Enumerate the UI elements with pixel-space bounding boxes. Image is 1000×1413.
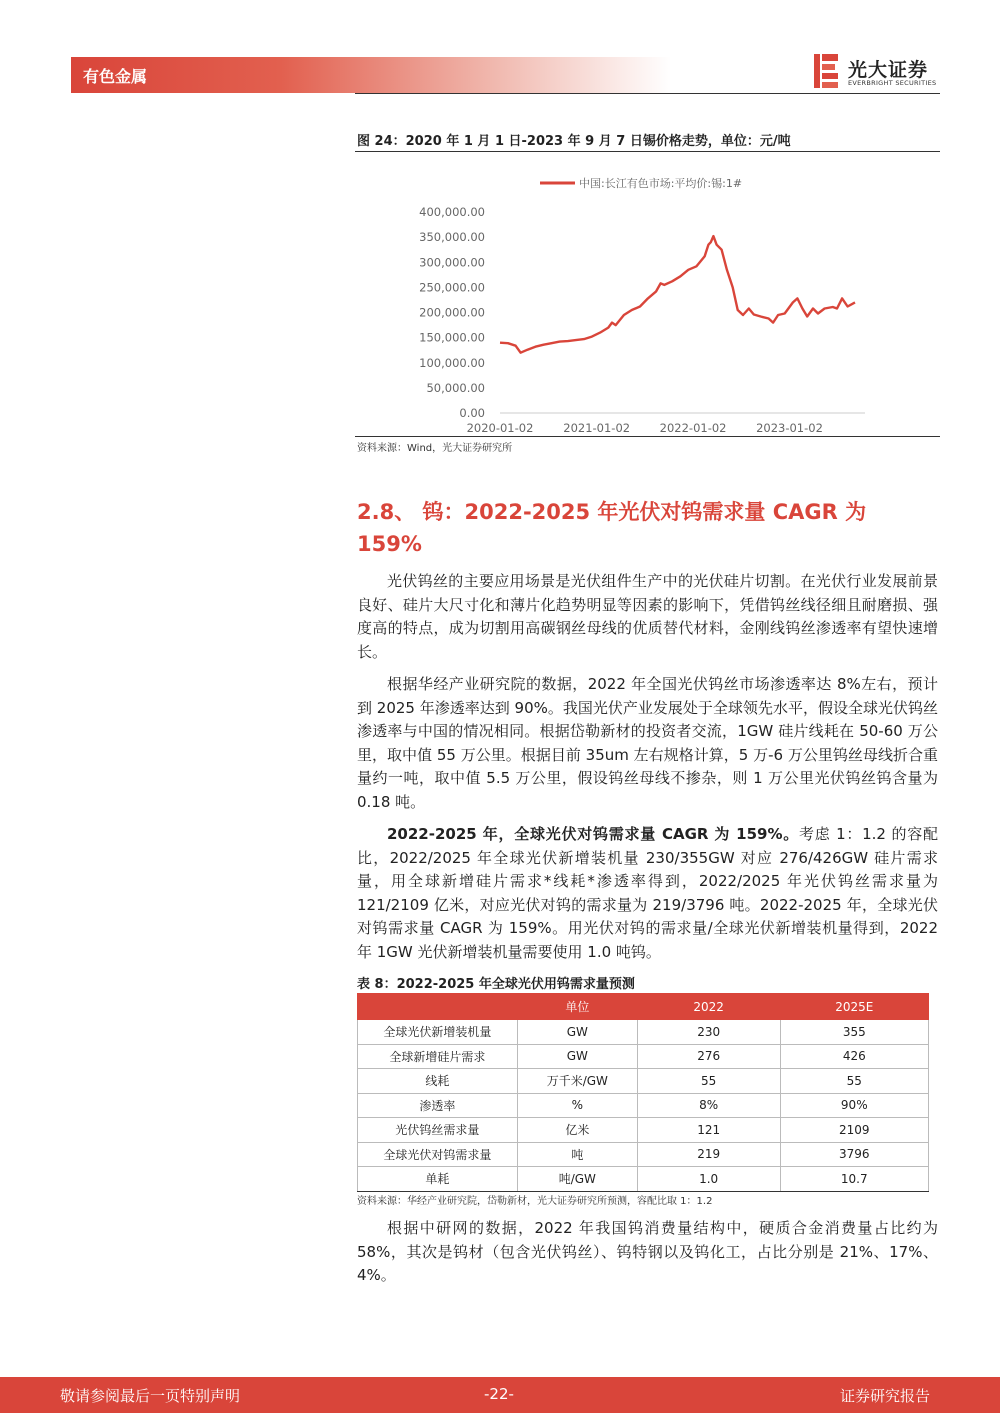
- paragraph-3: [357, 823, 938, 965]
- table-cell: 276: [637, 1044, 780, 1069]
- table-row: [358, 1142, 929, 1167]
- table-cell: GW: [517, 1020, 637, 1045]
- paragraph-1: 光伏钨丝的主要应用场景是光伏组件生产中的光伏硅片切割。在光伏行业发展前景良好、硅片大尺寸化和薄片化趋势明显等因素的影响下，凭借钨丝线径细且耐磨损、强度高的特点，成为切割用高碳钢丝母线的优质替代材料，金刚线钨丝渗透率有望快速增长。: [357, 572, 938, 661]
- figure-top-divider: [355, 151, 940, 152]
- page-footer: [0, 1377, 1000, 1413]
- table-cell: 单耗: [358, 1167, 518, 1192]
- table-cell: 全球光伏新增装机量: [358, 1020, 518, 1045]
- x-axis: [467, 421, 823, 435]
- table-row: [358, 1020, 929, 1045]
- table-cell: 吨: [517, 1142, 637, 1167]
- y-axis: [419, 205, 485, 420]
- y-tick-label: 250,000.00: [419, 280, 485, 295]
- table-source: 资料来源：华经产业研究院，岱勒新材，光大证券研究所预测，容配比取 1：1.2: [357, 1196, 713, 1207]
- tin-price-chart: [357, 160, 940, 440]
- table-header-row: [358, 994, 929, 1020]
- table-cell: 光伏钨丝需求量: [358, 1118, 518, 1143]
- figure-bottom-divider: [355, 436, 940, 437]
- table-cell: 230: [637, 1020, 780, 1045]
- y-tick-label: 100,000.00: [419, 355, 485, 370]
- table-header-cell: [358, 994, 518, 1020]
- y-tick-label: 300,000.00: [419, 255, 485, 270]
- table-cell: 全球光伏对钨需求量: [358, 1142, 518, 1167]
- brand-mark-icon: [812, 52, 842, 90]
- table-cell: 10.7: [780, 1167, 928, 1192]
- table-row: [358, 1044, 929, 1069]
- x-tick-label: 2022-01-02: [659, 421, 727, 435]
- paragraph-2: 根据华经产业研究院的数据，2022 年全国光伏钨丝市场渗透率达 8%左右，预计到 2025 年渗透率达到 90%。我国光伏产业发展处于全球领先水平，假设全球光伏钨丝渗透率与中国的情况相同。根据岱勒新材的投资者交流，1GW 硅片线耗在 50-60 万公里，取中值 55 万公里。根据目前 35um 左右规格计算，5 万-6 万公里钨丝母线折合重量约一吨，取中值 5.5 万公里，假设钨丝母线不掺杂，则 1 万公里光伏钨丝钨含量为 0.18 吨。: [357, 675, 938, 811]
- tungsten-demand-table: [357, 993, 929, 1192]
- y-tick-label: 0.00: [459, 406, 485, 420]
- table-cell: 121: [637, 1118, 780, 1143]
- table-cell: 1.0: [637, 1167, 780, 1192]
- chart-legend: [540, 176, 742, 190]
- brand-name: 光大证券: [848, 59, 929, 81]
- table-cell: 90%: [780, 1093, 928, 1118]
- footer-report-type: 证券研究报告: [839, 1387, 930, 1405]
- table-header-cell: 2025E: [780, 994, 928, 1020]
- table-cell: GW: [517, 1044, 637, 1069]
- table-cell: 55: [637, 1069, 780, 1094]
- table-header-cell: 2022: [637, 994, 780, 1020]
- paragraph-3-lead: 2022-2025 年，全球光伏对钨需求量 CAGR 为 159%。: [387, 825, 800, 843]
- x-tick-label: 2020-01-02: [466, 421, 534, 435]
- table-header-cell: 单位: [517, 994, 637, 1020]
- y-tick-label: 350,000.00: [419, 230, 485, 245]
- paragraph-4: 根据中研网的数据，2022 年我国钨消费量结构中，硬质合金消费量占比约为 58%，其次是钨材（包含光伏钨丝）、钨特钢以及钨化工，占比分别是 21%、17%、4%。: [357, 1219, 938, 1285]
- table-row: [358, 1167, 929, 1192]
- x-tick-label: 2021-01-02: [563, 421, 631, 435]
- table-cell: 219: [637, 1142, 780, 1167]
- table-cell: 渗透率: [358, 1093, 518, 1118]
- table-cell: 2109: [780, 1118, 928, 1143]
- y-tick-label: 50,000.00: [426, 380, 485, 395]
- table-cell: 55: [780, 1069, 928, 1094]
- table-cell: 线耗: [358, 1069, 518, 1094]
- table-cell: 3796: [780, 1142, 928, 1167]
- header-banner: [71, 57, 671, 93]
- header-divider: [355, 93, 940, 94]
- table-row: [358, 1093, 929, 1118]
- figure-source: 资料来源：Wind，光大证券研究所: [357, 443, 513, 454]
- table-cell: 吨/GW: [517, 1167, 637, 1192]
- brand-logo: [812, 52, 952, 92]
- table-title: 表 8：2022-2025 年全球光伏用钨需求量预测: [357, 977, 635, 992]
- series-line-tin-price: [500, 236, 855, 353]
- y-tick-label: 400,000.00: [419, 205, 485, 219]
- footer-disclaimer: 敬请参阅最后一页特别声明: [60, 1387, 241, 1405]
- paragraph-3-body: 考虑 1：1.2 的容配比，2022/2025 年全球光伏新增装机量 230/355GW 对应 276/426GW 硅片需求量，用全球新增硅片需求*线耗*渗透率得到，2022/2025 年光伏钨丝需求量为 121/2109 亿米，对应光伏对钨的需求量为 219/3796 吨。2022-2025 年，全球光伏对钨需求量 CAGR 为 159%。用光伏对钨的需求量/全球光伏新增装机量得到，2022 年 1GW 光伏新增装机量需要使用 1.0 吨钨。: [357, 825, 939, 961]
- legend-label: 中国:长江有色市场:平均价:锡:1#: [579, 177, 743, 190]
- table-row: [358, 1069, 929, 1094]
- figure-title: 图 24：2020 年 1 月 1 日-2023 年 9 月 7 日锡价格走势，单位：元/吨: [357, 134, 791, 149]
- section-title: 2.8、 钨：2022-2025 年光伏对钨需求量 CAGR 为 159%: [357, 500, 867, 556]
- table-cell: 426: [780, 1044, 928, 1069]
- page-number: -22-: [484, 1385, 514, 1403]
- table-row: [358, 1118, 929, 1143]
- table-cell: 亿米: [517, 1118, 637, 1143]
- table-cell: 万千米/GW: [517, 1069, 637, 1094]
- table-cell: 355: [780, 1020, 928, 1045]
- table-cell: %: [517, 1093, 637, 1118]
- table-cell: 全球新增硅片需求: [358, 1044, 518, 1069]
- category-label: 有色金属: [83, 67, 148, 86]
- table-cell: 8%: [637, 1093, 780, 1118]
- y-tick-label: 150,000.00: [419, 330, 485, 345]
- y-tick-label: 200,000.00: [419, 305, 485, 320]
- x-tick-label: 2023-01-02: [756, 421, 823, 435]
- brand-subtitle: EVERBRIGHT SECURITIES: [848, 79, 937, 87]
- series-group: [500, 236, 855, 353]
